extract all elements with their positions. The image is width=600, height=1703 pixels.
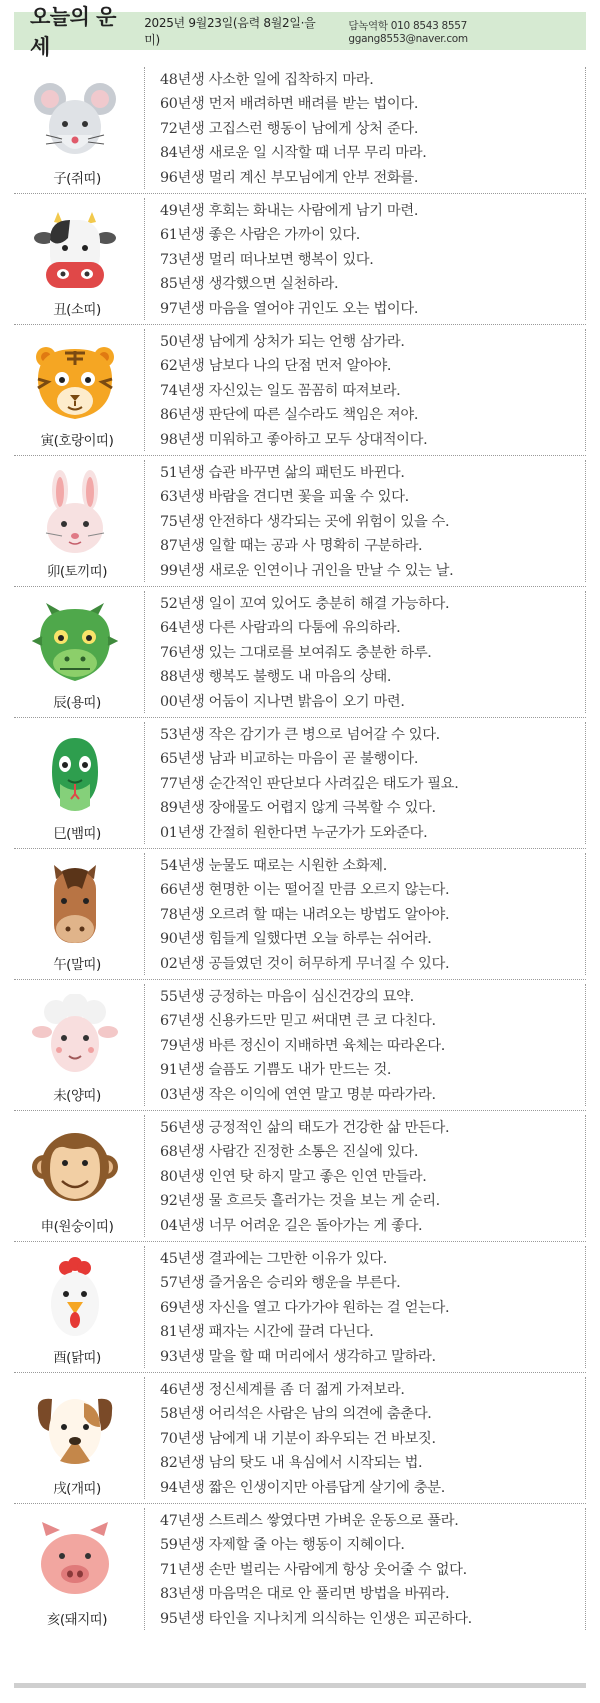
column-divider	[144, 329, 145, 451]
column-divider	[144, 722, 145, 844]
fortune-line: 03년생 작은 이익에 연연 말고 명분 따라가라.	[160, 1086, 436, 1103]
fortune-line: 85년생 생각했으면 실천하라.	[160, 276, 339, 293]
zodiac-row-rooster	[14, 1242, 586, 1373]
fortune-line: 74년생 자신있는 일도 꼼꼼히 따져보라.	[160, 382, 401, 399]
rat-icon	[32, 77, 118, 163]
fortune-line: 63년생 바람을 견디면 꽃을 피울 수 있다.	[160, 489, 409, 506]
fortune-line: 50년생 남에게 상처가 되는 언행 삼가라.	[160, 334, 405, 350]
fortune-lines	[160, 461, 580, 583]
fortune-line: 99년생 새로운 인연이나 귀인을 만날 수 있는 날.	[160, 562, 454, 579]
fortune-line: 86년생 판단에 따른 실수라도 책임은 져야.	[160, 407, 419, 424]
right-divider	[585, 591, 586, 713]
right-divider	[585, 198, 586, 320]
column-divider	[144, 591, 145, 713]
zodiac-list	[14, 63, 586, 1634]
fortune-line: 67년생 신용카드만 믿고 써대면 큰 코 다친다.	[160, 1013, 436, 1030]
fortune-line: 76년생 있는 그대로를 보여줘도 충분한 하루.	[160, 644, 432, 661]
zodiac-animal	[14, 456, 140, 586]
fortune-line: 62년생 남보다 나의 단점 먼저 알아야.	[160, 358, 392, 375]
zodiac-animal	[14, 849, 140, 979]
right-divider	[585, 67, 586, 189]
zodiac-label: 未(양띠)	[53, 1088, 101, 1104]
column-divider	[144, 853, 145, 975]
sheep-icon	[32, 994, 118, 1080]
snake-icon	[32, 732, 118, 818]
fortune-lines	[160, 199, 580, 321]
column-divider	[144, 1377, 145, 1499]
zodiac-label: 卯(토끼띠)	[46, 564, 108, 580]
fortune-line: 90년생 힘들게 일했다면 오늘 하루는 쉬어라.	[160, 931, 432, 948]
fortune-line: 98년생 미워하고 좋아하고 모두 상대적이다.	[160, 431, 428, 448]
column-divider	[144, 1246, 145, 1368]
right-divider	[585, 460, 586, 582]
column-divider	[144, 198, 145, 320]
zodiac-label: 寅(호랑이띠)	[40, 433, 114, 449]
fortune-lines	[160, 723, 580, 845]
fortune-line: 88년생 행복도 불행도 내 마음의 상태.	[160, 669, 392, 686]
fortune-line: 97년생 마음을 열어야 귀인도 오는 법이다.	[160, 300, 419, 317]
fortune-line: 81년생 패자는 시간에 끌려 다닌다.	[160, 1324, 374, 1341]
fortune-line: 56년생 긍정적인 삶의 태도가 건강한 삶 만든다.	[160, 1120, 450, 1136]
zodiac-label: 午(말띠)	[53, 957, 101, 973]
fortune-line: 84년생 새로운 일 시작할 때 너무 무리 마라.	[160, 145, 427, 162]
column-divider	[144, 67, 145, 189]
fortune-line: 91년생 슬픔도 기쁨도 내가 만드는 것.	[160, 1062, 392, 1079]
fortune-line: 79년생 바른 정신이 지배하면 육체는 따라온다.	[160, 1037, 445, 1054]
fortune-line: 01년생 간절히 원한다면 누군가가 도와준다.	[160, 824, 428, 841]
fortune-line: 51년생 습관 바꾸면 삶의 패턴도 바뀐다.	[160, 465, 405, 481]
fortune-line: 89년생 장애물도 어렵지 않게 극복할 수 있다.	[160, 800, 436, 817]
zodiac-label: 丑(소띠)	[53, 302, 101, 318]
fortune-line: 55년생 긍정하는 마음이 심신건강의 묘약.	[160, 989, 414, 1005]
right-divider	[585, 1246, 586, 1368]
fortune-lines	[160, 330, 580, 452]
fortune-line: 69년생 자신을 열고 다가가야 원하는 걸 얻는다.	[160, 1299, 450, 1316]
zodiac-animal	[14, 63, 140, 193]
right-divider	[585, 853, 586, 975]
fortune-line: 47년생 스트레스 쌓였다면 가벼운 운동으로 풀라.	[160, 1513, 459, 1529]
fortune-line: 60년생 먼저 배려하면 배려를 받는 법이다.	[160, 96, 419, 113]
zodiac-animal	[14, 194, 140, 324]
fortune-line: 77년생 순간적인 판단보다 사려깊은 태도가 필요.	[160, 775, 459, 792]
fortune-lines	[160, 68, 580, 190]
zodiac-row-rabbit	[14, 456, 586, 587]
fortune-line: 75년생 안전하다 생각되는 곳에 위험이 있을 수.	[160, 513, 450, 530]
column-divider	[144, 460, 145, 582]
fortune-line: 64년생 다른 사람과의 다툼에 유의하라.	[160, 620, 401, 637]
fortune-lines	[160, 854, 580, 976]
zodiac-animal	[14, 1373, 140, 1503]
zodiac-animal	[14, 980, 140, 1110]
fortune-line: 66년생 현명한 이는 떨어질 만큼 오르지 않는다.	[160, 882, 450, 899]
fortune-lines	[160, 1247, 580, 1369]
column-divider	[144, 984, 145, 1106]
fortune-line: 71년생 손만 벌리는 사람에게 항상 웃어줄 수 없다.	[160, 1561, 467, 1578]
right-divider	[585, 722, 586, 844]
fortune-line: 73년생 멀리 떠나보면 행복이 있다.	[160, 251, 374, 268]
fortune-line: 93년생 말을 할 때 머리에서 생각하고 말하라.	[160, 1348, 436, 1365]
zodiac-label: 亥(돼지띠)	[46, 1612, 108, 1628]
zodiac-label: 申(원숭이띠)	[40, 1219, 114, 1235]
fortune-line: 04년생 너무 어려운 길은 돌아가는 게 좋다.	[160, 1217, 423, 1234]
right-divider	[585, 329, 586, 451]
fortune-line: 48년생 사소한 일에 집착하지 마라.	[160, 72, 374, 88]
dragon-icon	[32, 601, 118, 687]
zodiac-label: 戌(개띠)	[53, 1481, 101, 1497]
fortune-line: 61년생 좋은 사람은 가까이 있다.	[160, 227, 360, 244]
fortune-line: 57년생 즐거움은 승리와 행운을 부른다.	[160, 1275, 401, 1292]
zodiac-animal	[14, 1242, 140, 1372]
zodiac-row-tiger	[14, 325, 586, 456]
fortune-lines	[160, 1378, 580, 1500]
fortune-line: 96년생 멀리 계신 부모님에게 안부 전화를.	[160, 169, 419, 186]
right-divider	[585, 1508, 586, 1630]
fortune-line: 94년생 짧은 인생이지만 아름답게 살기에 충분.	[160, 1479, 445, 1496]
fortune-line: 92년생 물 흐르듯 흘러가는 것을 보는 게 순리.	[160, 1193, 440, 1210]
right-divider	[585, 1115, 586, 1237]
fortune-line: 95년생 타인을 지나치게 의식하는 인생은 피곤하다.	[160, 1610, 472, 1627]
fortune-line: 80년생 인연 탓 하지 말고 좋은 인연 만들라.	[160, 1168, 427, 1185]
zodiac-animal	[14, 587, 140, 717]
monkey-icon	[32, 1125, 118, 1211]
fortune-line: 82년생 남의 탓도 내 욕심에서 시작되는 법.	[160, 1455, 423, 1472]
rooster-icon	[32, 1256, 118, 1342]
zodiac-row-pig	[14, 1504, 586, 1634]
pig-icon	[32, 1518, 118, 1604]
page-title: 오늘의 운세	[30, 5, 116, 59]
fortune-line: 02년생 공들였던 것이 허무하게 무너질 수 있다.	[160, 955, 450, 972]
tiger-icon	[32, 339, 118, 425]
fortune-line: 00년생 어둠이 지나면 밝음이 오기 마련.	[160, 693, 405, 710]
fortune-line: 72년생 고집스런 행동이 남에게 상처 준다.	[160, 120, 419, 137]
zodiac-row-dog	[14, 1373, 586, 1504]
zodiac-label: 辰(용띠)	[53, 695, 101, 711]
zodiac-row-mouse	[14, 63, 586, 194]
zodiac-row-sheep	[14, 980, 586, 1111]
column-divider	[144, 1115, 145, 1237]
rabbit-icon	[32, 470, 118, 556]
dog-icon	[32, 1387, 118, 1473]
column-divider	[144, 1508, 145, 1630]
zodiac-label: 子(쥐띠)	[53, 171, 101, 187]
right-divider	[585, 1377, 586, 1499]
right-divider	[585, 984, 586, 1106]
horse-icon	[32, 863, 118, 949]
zodiac-animal	[14, 718, 140, 848]
bottom-divider	[14, 1683, 586, 1688]
fortune-line: 46년생 정신세계를 좀 더 젊게 가져보라.	[160, 1382, 405, 1398]
zodiac-label: 酉(닭띠)	[53, 1350, 101, 1366]
fortune-lines	[160, 592, 580, 714]
zodiac-animal	[14, 1111, 140, 1241]
zodiac-row-monkey	[14, 1111, 586, 1242]
fortune-line: 53년생 작은 감기가 큰 병으로 넘어갈 수 있다.	[160, 727, 440, 743]
zodiac-row-horse	[14, 849, 586, 980]
fortune-line: 54년생 눈물도 때로는 시원한 소화제.	[160, 858, 387, 874]
zodiac-row-snake	[14, 718, 586, 849]
fortune-line: 45년생 결과에는 그만한 이유가 있다.	[160, 1251, 387, 1267]
fortune-line: 87년생 일할 때는 공과 사 명확히 구분하라.	[160, 538, 423, 555]
fortune-lines	[160, 1116, 580, 1238]
date-text: 2025년 9월23일(음력 8월2일·을미)	[144, 16, 316, 47]
zodiac-label: 巳(뱀띠)	[53, 826, 101, 842]
zodiac-animal	[14, 1504, 140, 1634]
fortune-line: 52년생 일이 꼬여 있어도 충분히 해결 가능하다.	[160, 596, 450, 612]
fortune-lines	[160, 1509, 580, 1631]
ox-icon	[32, 208, 118, 294]
fortune-line: 65년생 남과 비교하는 마음이 곧 불행이다.	[160, 751, 419, 768]
fortune-line: 58년생 어리석은 사람은 남의 의견에 춤춘다.	[160, 1406, 432, 1423]
fortune-line: 59년생 자제할 줄 아는 행동이 지혜이다.	[160, 1537, 405, 1554]
fortune-line: 78년생 오르려 할 때는 내려오는 방법도 알아야.	[160, 906, 450, 923]
fortune-line: 68년생 사람간 진정한 소통은 진실에 있다.	[160, 1144, 419, 1161]
zodiac-row-dragon	[14, 587, 586, 718]
zodiac-animal	[14, 325, 140, 455]
fortune-lines	[160, 985, 580, 1107]
header-bar	[14, 5, 586, 59]
fortune-line: 83년생 마음먹은 대로 안 풀리면 방법을 바꿔라.	[160, 1586, 450, 1603]
contact-text: 담녹역학 010 8543 8557 ggang8553@naver.com	[348, 19, 468, 45]
fortune-line: 70년생 남에게 내 기분이 좌우되는 건 바보짓.	[160, 1430, 436, 1447]
fortune-line: 49년생 후회는 화내는 사람에게 남기 마련.	[160, 203, 419, 219]
zodiac-row-cow	[14, 194, 586, 325]
